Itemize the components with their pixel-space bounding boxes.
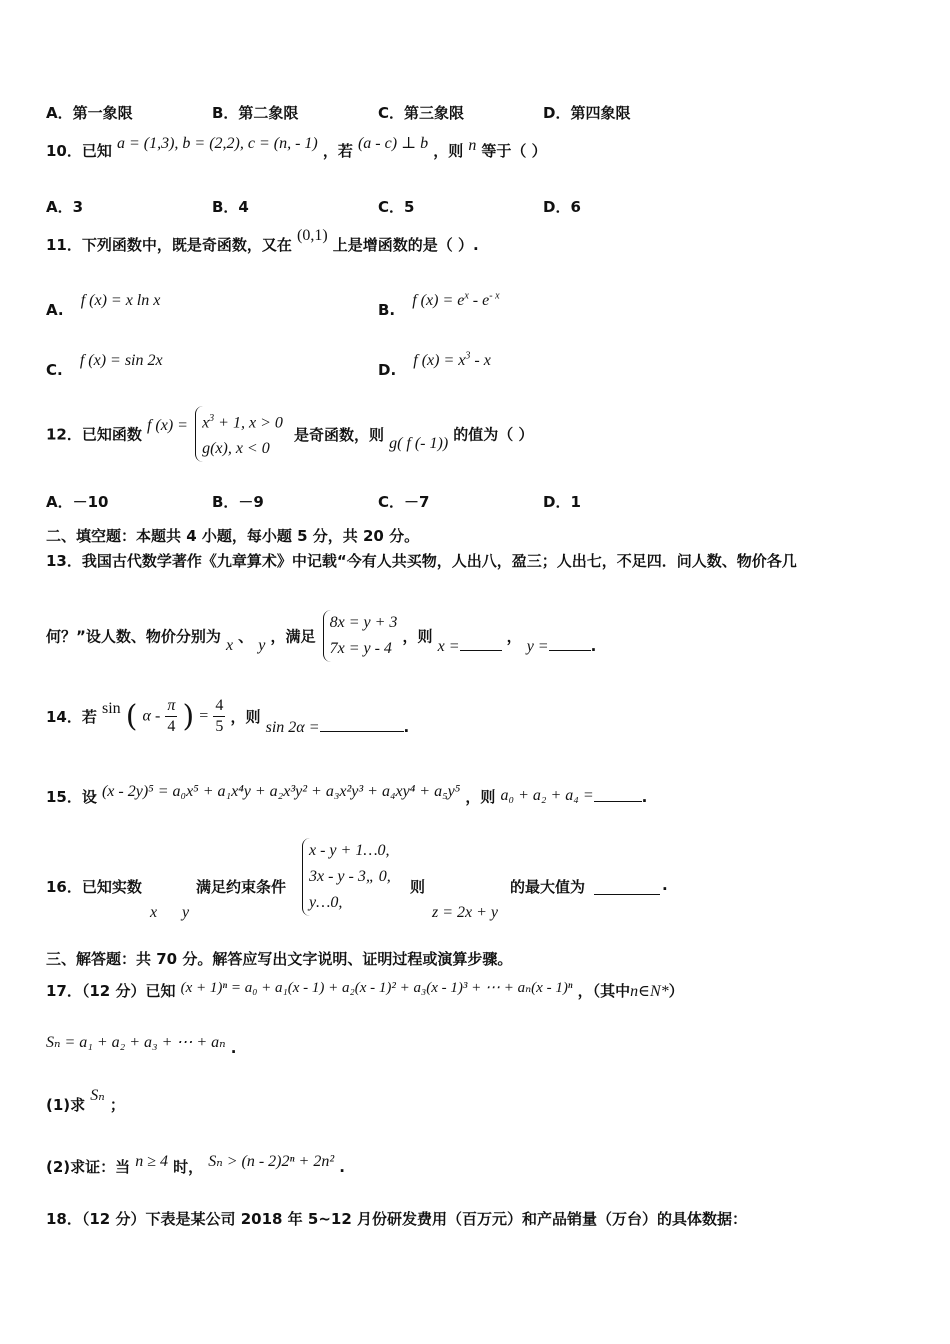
q16-lead: 16．已知实数 [46,878,142,896]
q17-cond-lead: ，（其中 [577,982,631,1000]
q17-expansion: (x + 1)ⁿ = a₀ + a₁(x - 1) + a₂(x - 1)² + a₃(x - 1)³ + ⋯ + aₙ(x - 1)ⁿ [180,980,573,996]
q14-pi-over-4 [165,696,177,737]
q13-var-y: y [258,637,266,654]
q13-line2-lead: 何？”设人数、物价分别为 [46,627,221,646]
q10-option-b: B．4 [212,198,249,216]
q14-target: sin 2α = [265,718,320,736]
q13-answer-x-blank [460,648,502,651]
q12-mid: 是奇函数，则 [293,425,384,444]
q15-target: a₀ + a₂ + a₄ = [500,787,594,804]
q10-cond-lead: ，若 [322,142,353,160]
q14-fraction [213,696,225,737]
q9-option-a: A．第一象限 [46,104,133,122]
q10-condition: (a - c) ⊥ b [357,135,429,152]
q13-comma: ， [506,627,522,646]
q15-stem [46,783,648,807]
q11-option-d-tail: - x [470,352,491,369]
q12-case1-exp: 3 [209,413,215,424]
q17-sn-def [46,1032,237,1057]
q17-part1-lead: (1)求 [46,1096,86,1114]
q16-constraints [302,838,391,916]
q16-var-y: y [182,904,190,921]
q17-part-1 [46,1087,125,1115]
q14-alpha: α - [142,707,161,725]
q17-lead: 17．（12 分）已知 [46,982,176,1000]
q10-option-d: D．6 [543,198,581,216]
q14-stem [46,696,409,737]
q15-expansion: (x - 2y)⁵ = a₀x⁵ + a₁x⁴y + a₂x³y² + a₃x²y³ + a₄xy⁴ + a₅y⁵ [101,783,461,800]
q14-period: . [403,717,410,736]
q13-var-x: x [225,637,234,654]
q14-sin: sin [101,699,121,717]
q11-option-d-label: D. [378,361,397,379]
q11-option-b-exp2: - x [489,290,500,302]
q13-answer-y-blank [549,648,591,651]
q12-case2: g(x), x < 0 [202,440,270,458]
q11-option-b-mid: - e [468,292,490,309]
q17-part2-cond: n ≥ 4 [135,1153,169,1170]
q17-stem [46,980,684,1001]
q17-sn-period: . [230,1039,237,1057]
q13-eq1: 8x = y + 3 [329,614,398,631]
q13-period: . [590,637,597,655]
q17-part2-lead: (2)求证：当 [46,1158,131,1176]
q12-case1-base: x [202,414,210,432]
q16-constraint-1: x - y + 1…0, [309,842,390,859]
q16-mid: 满足约束条件 [196,878,287,896]
q17-part1-sym: Sₙ [90,1087,105,1104]
q12-option-b: B．－9 [212,493,264,511]
section-3-heading: 三、解答题：共 70 分。解答应写出文字说明、证明过程或演算步骤。 [46,950,513,968]
q17-part2-mid: 时， [173,1158,204,1176]
q15-lead: 15．设 [46,788,97,806]
q12-option-d: D．1 [543,493,581,511]
q16-then: 则 [410,878,426,896]
q14-denominator: 5 [215,718,224,735]
q11-interval: (0,1) [296,227,328,244]
q17-sn: Sₙ = a₁ + a₂ + a₃ + ⋯ + aₙ [46,1034,226,1051]
q11-option-c-formula: f (x) = sin 2x [79,352,163,369]
q13-then: ，则 [402,627,433,646]
q14-then: ，则 [230,708,261,726]
q9-option-d: D．第四象限 [543,104,631,122]
q13-sep: 、 [238,627,254,646]
q16-answer-blank [594,892,660,895]
q16-constraint-3: y…0, [309,894,343,911]
q10-stem [46,135,547,161]
q16-constraint-2: 3x - y - 3„ 0, [309,868,391,885]
section-2-heading: 二、填空题：本题共 4 小题，每小题 5 分，共 20 分。 [46,527,420,545]
q10-option-c: C．5 [378,198,415,216]
q13-line1: 13．我国古代数学著作《九章算术》中记载“今有人共买物，人出八，盈三；人出七，不足四．问人数、物价各几 [46,552,797,570]
q11-option-b-exp1: x [464,290,469,302]
q15-period: . [641,788,648,806]
q13-line2 [46,610,596,662]
q14-left-paren: ( [125,699,138,734]
q17-part2-period: . [339,1158,345,1176]
q17-part1-tail: ； [109,1096,125,1114]
q10-tail: 等于（ ） [481,142,547,160]
q15-answer-blank [594,799,642,802]
q11-stem [46,227,479,255]
q11-option-b [378,290,500,319]
q12-option-c: C．－7 [378,493,430,511]
q9-option-b: B．第二象限 [212,104,299,122]
q12-expr: g( f (- 1)) [389,435,449,453]
q13-satisfy: ，满足 [270,627,316,646]
q12-lead: 12．已知函数 [46,425,142,444]
q14-eq: = [199,707,209,725]
q14-numerator: 4 [213,696,225,717]
q11-lead: 11．下列函数中，既是奇函数，又在 [46,236,292,254]
q12-fx: f (x) = [146,417,188,435]
q12-piecewise [195,406,283,462]
q10-lead: 10．已知 [46,142,112,160]
q13-answer-x-label: x = [437,638,460,655]
q11-tail: 上是增函数的是（ ）. [332,236,479,254]
q11-option-c-label: C. [46,361,63,379]
q14-answer-blank [320,729,404,732]
q10-option-a: A．3 [46,198,84,216]
q16-objective: z = 2x + y [432,904,499,921]
q17-part2-ineq: Sₙ > (n - 2)2ⁿ + 2n² [208,1153,335,1170]
q10-then: ，则 [433,142,464,160]
q11-option-c [46,350,163,379]
q16-period: . [662,876,668,894]
q12-case1-tail: + 1, x > 0 [214,414,283,432]
q11-option-a-label: A. [46,301,64,319]
q16-tail: 的最大值为 [510,878,586,896]
q14-right-paren: ) [182,699,195,734]
q17-part-2 [46,1153,345,1177]
q12-tail: 的值为（ ） [453,425,534,444]
q10-var: n [468,137,477,154]
q11-option-b-base: f (x) = e [412,292,465,309]
q17-cond-tail: ） [668,982,684,1000]
q11-option-d-base: f (x) = x [413,352,466,369]
q11-option-d-exp: 3 [465,350,471,362]
q14-lead: 14．若 [46,708,97,726]
q10-vectors: a = (1,3), b = (2,2), c = (n, - 1) [116,135,318,152]
q12-option-a: A．－10 [46,493,109,511]
q18-stem: 18．（12 分）下表是某公司 2018 年 5~12 月份研发费用（百万元）和产品销量（万台）的具体数据： [46,1210,747,1228]
q13-answer-y-label: y = [526,638,549,655]
q9-option-c: C．第三象限 [378,104,465,122]
q11-option-a [46,290,161,319]
q13-system [323,610,398,662]
q11-option-b-label: B. [378,301,396,319]
q17-cond: n∈N* [630,983,669,1000]
q14-pi: π [165,696,177,717]
q12-stem [46,406,534,462]
q14-four: 4 [167,718,176,735]
q15-then: ，则 [465,788,496,806]
q13-eq2: 7x = y - 4 [329,640,392,657]
q11-option-a-formula: f (x) = x ln x [80,292,161,309]
q16-var-x: x [150,904,158,921]
q11-option-d [378,350,491,379]
